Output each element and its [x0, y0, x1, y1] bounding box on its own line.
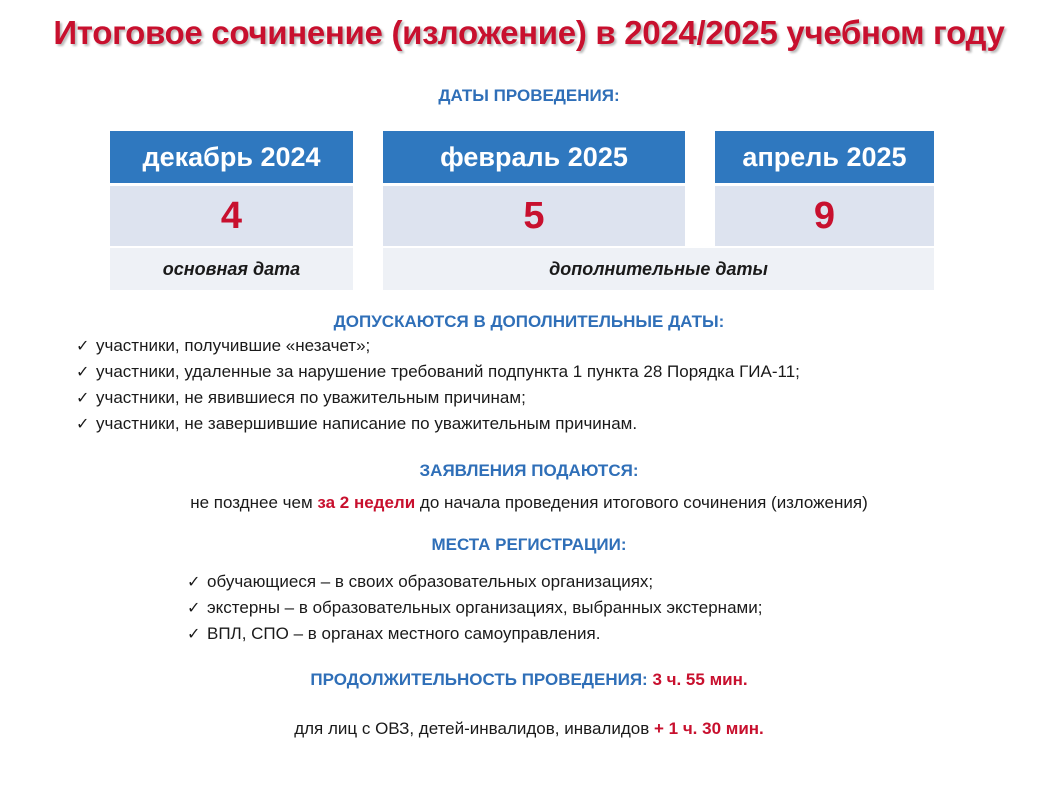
date-day-april: 9 [715, 186, 934, 246]
page-title: Итоговое сочинение (изложение) в 2024/2025 учебном году [53, 14, 1005, 51]
additional-dates-label: дополнительные даты [383, 248, 934, 290]
admitted-list [76, 333, 800, 437]
date-month-april: апрель 2025 [715, 131, 934, 183]
duration-line [0, 670, 1058, 690]
list-item: ✓ участники, удаленные за нарушение требований подпункта 1 пункта 28 Порядка ГИА-11; [76, 359, 800, 385]
duration-label: ПРОДОЛЖИТЕЛЬНОСТЬ ПРОВЕДЕНИЯ: [310, 670, 648, 689]
list-item: ✓ участники, не завершившие написание по уважительным причинам. [76, 411, 800, 437]
registration-heading: МЕСТА РЕГИСТРАЦИИ: [431, 535, 627, 554]
registration-list [187, 569, 762, 647]
applications-text: не позднее чем за 2 недели до начала проведения итогового сочинения (изложения) [190, 493, 868, 512]
extra-time-value: + 1 ч. 30 мин. [653, 719, 764, 738]
main-date-label: основная дата [110, 248, 353, 290]
duration-value: 3 ч. 55 мин. [652, 670, 748, 689]
checkmark-icon: ✓ [76, 364, 90, 381]
date-day-february: 5 [383, 186, 685, 246]
checkmark-icon: ✓ [187, 574, 201, 591]
admitted-heading: ДОПУСКАЮТСЯ В ДОПОЛНИТЕЛЬНЫЕ ДАТЫ: [333, 312, 725, 331]
checkmark-icon: ✓ [76, 416, 90, 433]
dates-heading: ДАТЫ ПРОВЕДЕНИЯ: [438, 86, 620, 105]
extra-time-line: для лиц с ОВЗ, детей-инвалидов, инвалидов + 1 ч. 30 мин. [294, 719, 764, 738]
checkmark-icon: ✓ [187, 626, 201, 643]
applications-heading: ЗАЯВЛЕНИЯ ПОДАЮТСЯ: [419, 461, 639, 480]
checkmark-icon: ✓ [76, 390, 90, 407]
list-item: ✓ экстерны – в образовательных организациях, выбранных экстернами; [187, 595, 762, 621]
deadline-highlight: за 2 недели [317, 493, 416, 512]
list-item: ✓ участники, получившие «незачет»; [76, 333, 800, 359]
date-day-december: 4 [110, 186, 353, 246]
checkmark-icon: ✓ [76, 338, 90, 355]
list-item: ✓ обучающиеся – в своих образовательных организациях; [187, 569, 762, 595]
list-item: ✓ участники, не явившиеся по уважительным причинам; [76, 385, 800, 411]
date-month-december: декабрь 2024 [110, 131, 353, 183]
date-month-february: февраль 2025 [383, 131, 685, 183]
checkmark-icon: ✓ [187, 600, 201, 617]
list-item: ✓ ВПЛ, СПО – в органах местного самоуправления. [187, 621, 762, 647]
